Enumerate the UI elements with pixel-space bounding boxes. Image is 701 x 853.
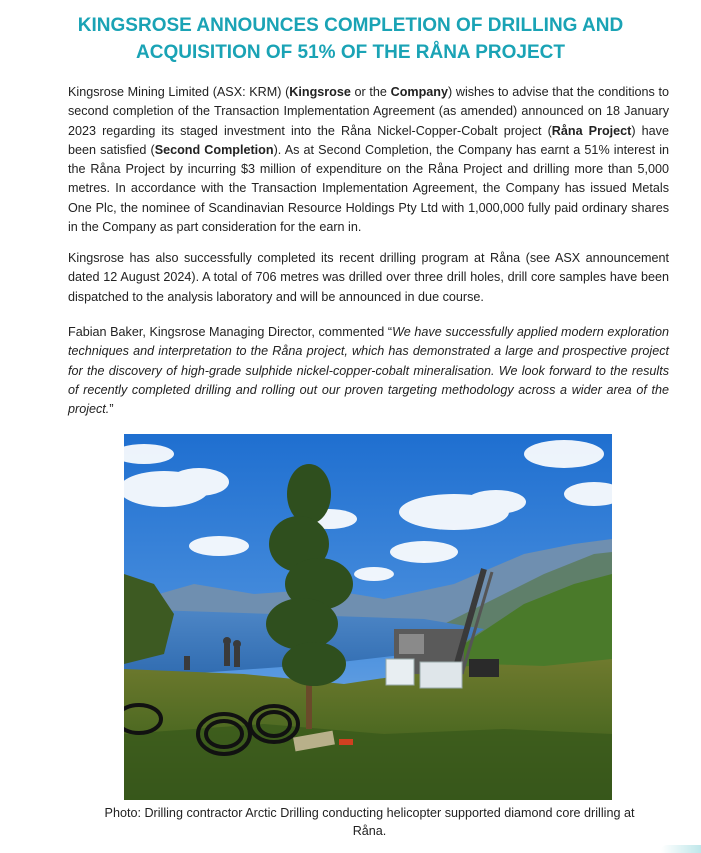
bold-term: Company: [390, 85, 448, 99]
bold-term: Kingsrose: [289, 85, 351, 99]
bold-term: Second Completion: [154, 142, 274, 157]
page-title: [40, 12, 661, 66]
text-run: or the: [350, 85, 391, 99]
text-run: Kingsrose Mining Limited (ASX: KRM) (: [68, 85, 290, 99]
text-run: ) wishes to advise that the conditions to second completion of the Transaction Implementation Agreement (as amended) announced on 18 January 2023 regarding its staged investment into the Råna Nickel-Copper-Cobalt project (: [68, 85, 669, 138]
drilling-site-photo: [124, 434, 612, 800]
quote-text: We have successfully applied modern exploration techniques and interpretation to the Råna project, which has demonstrated a large and prospective project for the discovery of high-grade sulphide nickel-copper-cobalt mineralisation. We look forward to the results of recently completed drilling and rolling out our proven targeting methodology across a wider area of the project.: [68, 325, 669, 417]
quote-close: ”: [109, 402, 114, 417]
title-line-1: KINGSROSE ANNOUNCES COMPLETION OF DRILLING AND: [77, 15, 624, 36]
title-line-2: ACQUISITION OF 51% OF THE RÅNA PROJECT: [136, 42, 565, 63]
photo-caption: [70, 804, 669, 840]
text-run: ) have been satisfied (: [68, 123, 669, 157]
quote-lead: Fabian Baker, Kingsrose Managing Director, commented “: [68, 325, 393, 339]
caption-line-1: Photo: Drilling contractor Arctic Drilling conducting helicopter supported diamond core drilling at: [104, 806, 635, 820]
bold-term: Råna Project: [551, 123, 632, 138]
paragraph-quote: [68, 323, 669, 419]
decorative-corner-accent: [661, 845, 701, 853]
paragraph-drilling: Kingsrose has also successfully completed its recent drilling program at Råna (see ASX announcement dated 12 August 2024). A total of 706 metres was drilled over three drill holes, drill core samples have been dispatched to the analysis laboratory and will be announced in due course.: [68, 251, 669, 304]
text-run: ). As at Second Completion, the Company has earnt a 51% interest in the Råna Project by incurring $3 million of expenditure on the Råna Project and drilling more than 5,000 metres. In accordance with the Transaction Implementation Agreement, the Company has issued Metals One Plc, the nominee of Scandinavian Resource Holdings Pty Ltd with 1,000,000 fully paid ordinary shares in the Company as part consideration for the earn in.: [68, 142, 670, 235]
caption-line-2: Råna.: [352, 824, 387, 838]
paragraph-completion: [68, 83, 669, 237]
